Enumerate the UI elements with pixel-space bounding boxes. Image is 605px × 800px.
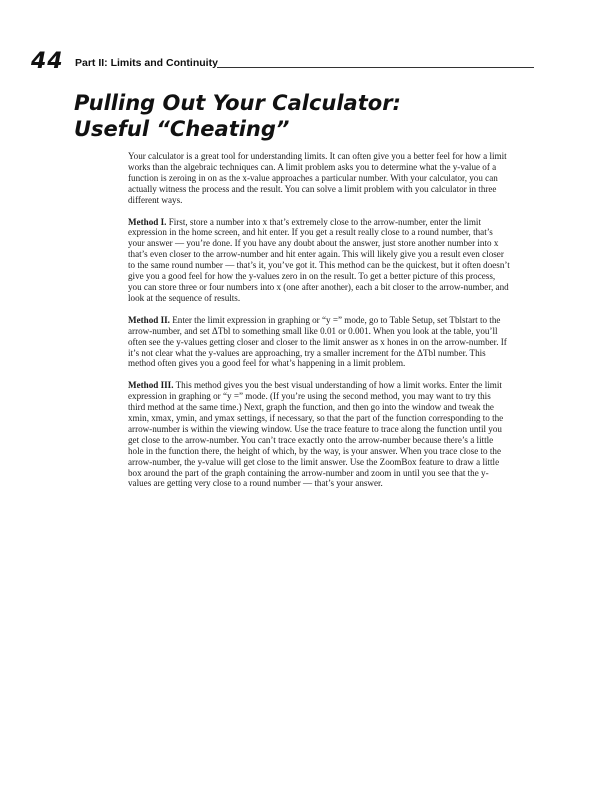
page-number: 44 <box>31 49 64 74</box>
body-text <box>128 151 510 500</box>
method-1-text: First, store a number into x that’s extremely close to the arrow-number, enter the limit expression in the home screen, and hit enter. If you get a result really close to a round number, that’s your answer — you’re done. If you have any doubt about the answer, just store another number into x that’s even closer to the arrow-number and hit enter again. This will likely give you a result even closer to the same round number — that’s it, you’ve got it. This method can be the quickest, but it often doesn’t give you a good feel for how the y-values zero in on the result. To get a better picture of this process, you can store three or four numbers into x (one after another), each a bit closer to the arrow-number, and look at the sequence of results. <box>128 216 510 303</box>
method-3-lead: Method III. <box>128 380 174 391</box>
header-rule <box>217 67 534 68</box>
method-2-text: Enter the limit expression in graphing or “y =” mode, go to Table Setup, set Tblstart to the arrow-number, and set ΔTbl to something small like 0.01 or 0.001. When you look at the table, you’ll often see the y-values getting closer and closer to the limit answer as x hones in on the arrow-number. If it’s not clear what the y-values are approaching, try a smaller increment for the ΔTbl number. This method often gives you a good feel for what’s happening in a limit problem. <box>128 314 507 369</box>
running-head: Part II: Limits and Continuity <box>75 57 218 69</box>
method-2-paragraph <box>128 315 510 370</box>
method-2-lead: Method II. <box>128 314 170 325</box>
method-3-text: This method gives you the best visual understanding of how a limit works. Enter the limit expression in graphing or “y =” mode. (If you’re using the second method, you may want to try this third method at the same time.) Next, graph the function, and then go into the window and tweak the xmin, xmax, ymin, and ymax settings, if necessary, so that the part of the function corresponding to the arrow-number is within the viewing window. Use the trace feature to trace along the function until you get close to the arrow-number. You can’t trace exactly onto the arrow-number because there’s a little hole in the function there, the height of which, by the way, is your answer. When you trace close to the arrow-number, the y-value will get close to the limit answer. Use the ZoomBox feature to draw a little box around the part of the graph containing the arrow-number and zoom in until you see that the y-values are getting very close to a round number — that’s your answer. <box>128 380 504 489</box>
section-title-line-2: Useful “Cheating” <box>74 117 290 141</box>
method-3-paragraph <box>128 380 510 489</box>
method-1-lead: Method I. <box>128 216 167 227</box>
section-title-line-1: Pulling Out Your Calculator: <box>74 91 401 115</box>
section-title <box>74 90 401 142</box>
intro-paragraph: Your calculator is a great tool for understanding limits. It can often give you a better feel for how a limit works than the algebraic techniques can. A limit problem asks you to determine what the y-value of a function is zeroing in on as the x-value approaches a particular number. With your calculator, you can actually witness the process and the result. You can solve a limit problem with you calculator in three different ways. <box>128 151 507 205</box>
method-1-paragraph <box>128 217 510 304</box>
